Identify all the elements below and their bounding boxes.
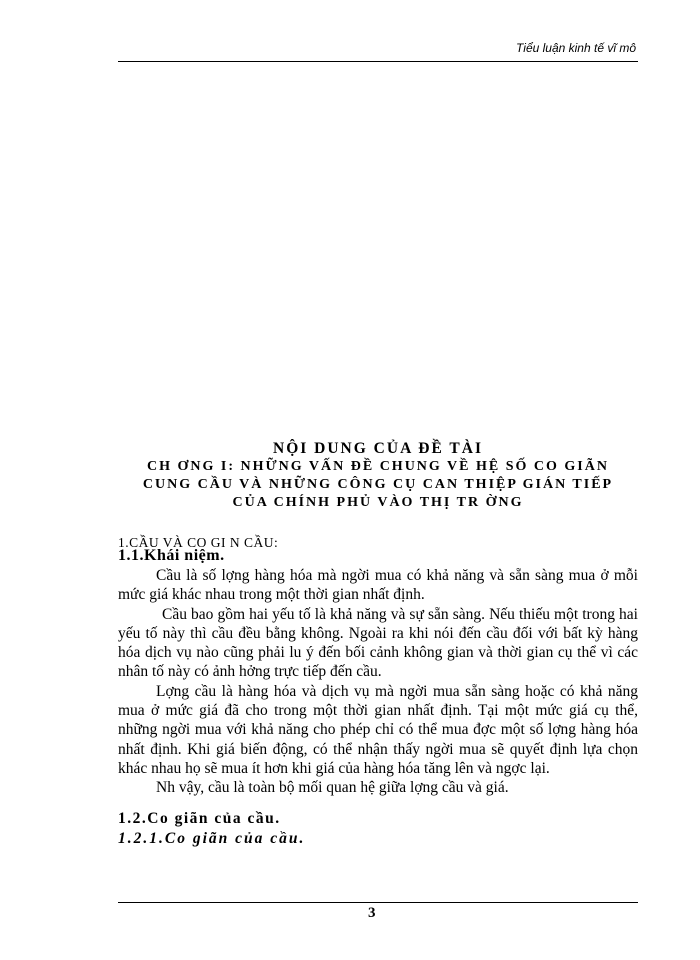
section-heading: 1.CẦU VÀ CO GI N CẦU:	[118, 535, 279, 550]
running-header: Tiểu luận kinh tế vĩ mô	[516, 41, 636, 55]
subsection-heading: 1.1.Khái niệm.	[118, 547, 225, 564]
chapter-title-line-1: CH ƠNG I: NHỮNG VẤN ĐỀ CHUNG VỀ HỆ SỐ CO GIÃN	[147, 459, 609, 474]
paragraph: Nh vậy, cầu là toàn bộ mối quan hệ giữa lợng cầu và giá.	[156, 779, 509, 797]
paragraph: Cầu là số lợng hàng hóa mà ngời mua có khả năng và sẵn sàng mua ở mỗi mức giá khác nhau trong một thời gian nhất định.	[118, 567, 638, 604]
subsection-heading-1-2-1: 1.2.1.Co giãn của cầu.	[118, 830, 306, 847]
paragraph: Cầu bao gồm hai yếu tố là khả năng và sự sẵn sàng. Nếu thiếu một trong hai yếu tố này thì cầu đều bằng không. Ngoài ra khi nói đến cầu đối với bất kỳ hàng hóa dịch vụ nào cũng phải lu ý đến bối cảnh không gian và thời gian cụ thể vì các nhân tố này có ảnh hởng trực tiếp đến cầu.	[118, 605, 638, 681]
page-number: 3	[368, 905, 376, 921]
chapter-title-line-2: CUNG CẦU VÀ NHỮNG CÔNG CỤ CAN THIỆP GIÁN TIẾP	[142, 477, 614, 492]
paragraph: Lợng cầu là hàng hóa và dịch vụ mà ngời mua sẵn sàng hoặc có khả năng mua ở mức giá đã cho trong một thời gian nhất định. Tại một mức giá cụ thể, những ngời mua với khả năng cho phép chỉ có thể mua đợc một số lợng hàng hóa nhất định. Khi giá biến động, có thể nhận thấy ngời mua sẽ quyết định lựa chọn khác nhau họ sẽ mua ít hơn khi giá của hàng hóa tăng lên và ngợc lại.	[118, 682, 638, 777]
footer-divider	[118, 902, 638, 903]
chapter-title-line-3: CỦA CHÍNH PHỦ VÀO THỊ TR ỜNG	[232, 495, 524, 510]
subsection-heading-1-2: 1.2.Co giãn của cầu.	[118, 810, 281, 827]
header-divider	[118, 61, 638, 62]
body-text	[118, 566, 638, 798]
document-title: NỘI DUNG CỦA ĐỀ TÀI	[273, 440, 483, 457]
